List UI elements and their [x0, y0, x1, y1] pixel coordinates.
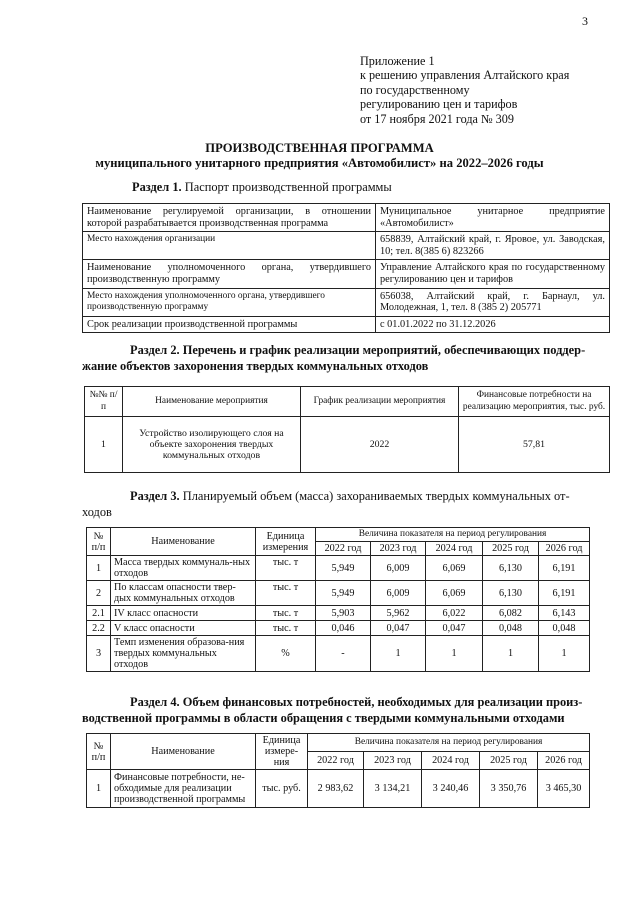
title-sub: муниципального унитарного предприятия «Автомобилист» на 2022–2026 годы: [95, 156, 544, 170]
table-row: [83, 204, 610, 232]
table-cell: 5,949: [316, 556, 371, 581]
year-header: 2022 год: [308, 752, 364, 770]
document-title: [0, 141, 639, 171]
section2-text: жание объектов захоронения твердых коммунальных отходов: [82, 358, 429, 373]
header-cell: Наименование: [111, 734, 256, 770]
table-cell: 1: [371, 636, 426, 672]
table-cell: 0,048: [539, 621, 590, 636]
table-cell: 6,009: [371, 556, 426, 581]
section3-heading: [82, 489, 612, 520]
table-row: [83, 316, 610, 333]
table-cell: Срок реализации производственной программы: [83, 316, 376, 333]
table-cell: 3 240,46: [422, 770, 480, 808]
table-cell: Устройство изолирующего слоя на объекте захоронения твердых коммунальных отходов: [123, 417, 301, 473]
section2-label: Раздел 2.: [130, 343, 180, 357]
table-row: [87, 636, 590, 672]
table-cell: 6,191: [539, 556, 590, 581]
table-cell: 2.2: [87, 621, 111, 636]
table-row: [87, 556, 590, 581]
year-header: 2025 год: [483, 542, 539, 556]
section2-text: Перечень и график реализации мероприятий, обеспечивающих поддер-: [182, 343, 586, 357]
header-cell: Наименование: [111, 528, 256, 556]
table-cell: 6,009: [371, 581, 426, 606]
year-header: 2023 год: [371, 542, 426, 556]
table-row: [87, 770, 590, 808]
year-header: 2023 год: [364, 752, 422, 770]
approval-line: Приложение 1: [360, 54, 435, 68]
table-cell: 1: [539, 636, 590, 672]
table-header-row: [85, 387, 610, 417]
page-number: 3: [582, 14, 588, 28]
table-cell: 1: [87, 770, 111, 808]
section3-label: Раздел 3.: [130, 489, 180, 503]
table-row: [87, 581, 590, 606]
title-main: ПРОИЗВОДСТВЕННАЯ ПРОГРАММА: [205, 141, 434, 155]
table-row: [83, 232, 610, 260]
table-cell: 2 983,62: [308, 770, 364, 808]
header-cell: Единица измерения: [256, 528, 316, 556]
approval-line: к решению управления Алтайского края: [360, 68, 570, 83]
section1-text: Паспорт производственной программы: [184, 180, 392, 194]
table-cell: 5,949: [316, 581, 371, 606]
section4-text: Объем финансовых потребностей, необходимых для реализации произ-: [182, 695, 583, 709]
header-cell: Величина показателя на период регулирования: [316, 528, 590, 542]
table-cell: с 01.01.2022 по 31.12.2026: [376, 316, 610, 333]
table-cell: 1: [85, 417, 123, 473]
year-header: 2026 год: [538, 752, 590, 770]
year-header: 2024 год: [426, 542, 483, 556]
table-cell: 6,069: [426, 581, 483, 606]
table-cell: 57,81: [459, 417, 610, 473]
table-cell: Управление Алтайского края по государственному регулированию цен и тарифов: [376, 260, 610, 288]
section4-text: водственной программы в области обращения с твердыми коммунальными отходами: [82, 710, 565, 725]
table-cell: 0,047: [371, 621, 426, 636]
table-cell: Наименование уполномоченного органа, утвердившего производственную программу: [83, 260, 376, 288]
table-cell: 6,082: [483, 606, 539, 621]
passport-table: [82, 203, 610, 333]
section1-heading: [132, 180, 392, 196]
table-cell: 6,022: [426, 606, 483, 621]
year-header: 2022 год: [316, 542, 371, 556]
approval-line: от 17 ноября 2021 года № 309: [360, 111, 514, 126]
section1-label: Раздел 1.: [132, 180, 182, 194]
table-cell: 658839, Алтайский край, г. Яровое, ул. Заводская, 10; тел. 8(385 6) 823266: [376, 232, 610, 260]
table-cell: тыс. т: [256, 606, 316, 621]
table-row: [83, 288, 610, 316]
table-cell: 0,046: [316, 621, 371, 636]
table-cell: -: [316, 636, 371, 672]
header-cell: № п/п: [87, 734, 111, 770]
table-cell: Муниципальное унитарное предприятие «Автомобилист»: [376, 204, 610, 232]
approval-block: [360, 54, 620, 126]
table-cell: 6,130: [483, 556, 539, 581]
header-cell: Величина показателя на период регулирования: [308, 734, 590, 752]
table-cell: Место нахождения уполномоченного органа, утвердившего производственную программу: [83, 288, 376, 316]
year-header: 2026 год: [539, 542, 590, 556]
table-cell: 3 134,21: [364, 770, 422, 808]
section4-heading: [82, 695, 612, 726]
approval-line: по государственному: [360, 82, 470, 97]
table-row: [83, 260, 610, 288]
table-cell: 1: [426, 636, 483, 672]
table-cell: Темп изменения образова-ния твердых коммунальных отходов: [111, 636, 256, 672]
table-cell: Финансовые потребности, не-обходимые для реализации производственной программы: [111, 770, 256, 808]
table-cell: 3: [87, 636, 111, 672]
table-cell: тыс. т: [256, 581, 316, 606]
header-cell: №№ п/п: [85, 387, 123, 417]
table-cell: 1: [87, 556, 111, 581]
table-cell: По классам опасности твер-дых коммунальных отходов: [111, 581, 256, 606]
table-cell: 3 350,76: [480, 770, 538, 808]
section2-heading: [82, 343, 612, 374]
section3-text: ходов: [82, 504, 112, 519]
table-cell: 0,047: [426, 621, 483, 636]
table-header-row: [87, 528, 590, 542]
table-cell: IV класс опасности: [111, 606, 256, 621]
year-header: 2024 год: [422, 752, 480, 770]
section3-text: Планируемый объем (масса) захораниваемых твердых коммунальных от-: [182, 489, 570, 503]
volume-table: [86, 527, 590, 672]
table-cell: 2: [87, 581, 111, 606]
table-cell: 1: [483, 636, 539, 672]
table-cell: Масса твердых коммуналь-ных отходов: [111, 556, 256, 581]
table-cell: %: [256, 636, 316, 672]
table-cell: тыс. т: [256, 556, 316, 581]
table-cell: 0,048: [483, 621, 539, 636]
section4-label: Раздел 4.: [130, 695, 180, 709]
table-cell: 6,069: [426, 556, 483, 581]
table-cell: 5,962: [371, 606, 426, 621]
measures-table: [84, 386, 610, 473]
table-header-row: [87, 734, 590, 752]
table-cell: Место нахождения организации: [83, 232, 376, 260]
header-cell: График реализации мероприятия: [301, 387, 459, 417]
table-cell: 6,130: [483, 581, 539, 606]
year-header: 2025 год: [480, 752, 538, 770]
header-cell: Единица измере-ния: [256, 734, 308, 770]
table-cell: 3 465,30: [538, 770, 590, 808]
table-cell: V класс опасности: [111, 621, 256, 636]
table-cell: тыс. т: [256, 621, 316, 636]
table-cell: тыс. руб.: [256, 770, 308, 808]
table-cell: 2022: [301, 417, 459, 473]
header-cell: № п/п: [87, 528, 111, 556]
table-row: [87, 606, 590, 621]
table-cell: 5,903: [316, 606, 371, 621]
table-cell: Наименование регулируемой организации, в отношении которой разрабатывается производственная программа: [83, 204, 376, 232]
finance-table: [86, 733, 590, 808]
table-cell: 6,191: [539, 581, 590, 606]
table-row: [87, 621, 590, 636]
approval-line: регулированию цен и тарифов: [360, 97, 518, 112]
table-cell: 2.1: [87, 606, 111, 621]
table-row: [85, 417, 610, 473]
table-cell: 656038, Алтайский край, г. Барнаул, ул. Молодежная, 1, тел. 8 (385 2) 205771: [376, 288, 610, 316]
table-cell: 6,143: [539, 606, 590, 621]
header-cell: Финансовые потребности на реализацию мероприятия, тыс. руб.: [459, 387, 610, 417]
header-cell: Наименование мероприятия: [123, 387, 301, 417]
